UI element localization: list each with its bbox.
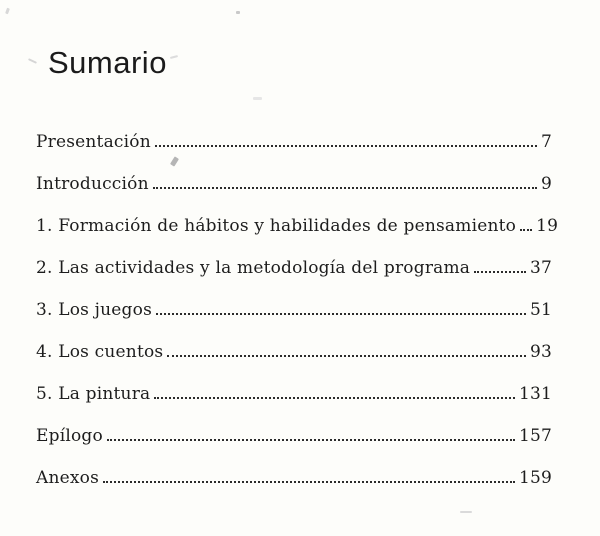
dot-leader (107, 439, 515, 441)
toc-entry (36, 382, 552, 404)
scan-artifact (170, 55, 178, 59)
toc-entry-label: Presentación (36, 132, 151, 152)
toc-entry (36, 298, 552, 320)
toc-entry-page: 19 (536, 216, 559, 236)
dot-leader (520, 229, 532, 231)
dot-leader (153, 187, 537, 189)
toc-entry-label: Introducción (36, 174, 149, 194)
toc-entry-page: 93 (529, 342, 552, 362)
page-title: Sumario (48, 44, 167, 80)
dot-leader (155, 145, 537, 147)
toc-entry-label: 4. Los cuentos (36, 342, 164, 362)
toc-entry (36, 172, 552, 194)
toc-entry (36, 424, 552, 446)
toc-entry-page: 159 (518, 468, 552, 488)
scan-artifact (460, 511, 472, 513)
scan-artifact (28, 58, 37, 64)
toc-entry (36, 466, 552, 488)
toc-entry (36, 130, 552, 152)
dot-leader (167, 355, 526, 357)
scan-artifact (236, 11, 240, 14)
scan-artifact (253, 97, 262, 100)
dot-leader (103, 481, 515, 483)
toc-list (36, 130, 559, 508)
scan-artifact (5, 8, 10, 15)
dot-leader (474, 271, 526, 273)
toc-entry-label: 5. La pintura (36, 384, 151, 404)
toc-entry-label: 2. Las actividades y la metodología del programa (36, 258, 471, 278)
toc-entry-page: 7 (540, 132, 552, 152)
toc-entry-page: 9 (540, 174, 552, 194)
toc-entry-label: 3. Los juegos (36, 300, 152, 320)
toc-entry-page: 157 (518, 426, 552, 446)
toc-entry-page: 131 (518, 384, 552, 404)
toc-entry-page: 37 (529, 258, 552, 278)
toc-entry (36, 256, 552, 278)
toc-entry-label: Epílogo (36, 426, 103, 446)
dot-leader (154, 397, 515, 399)
toc-entry (36, 214, 559, 236)
toc-entry-label: Anexos (36, 468, 100, 488)
toc-entry-label: 1. Formación de hábitos y habilidades de pensamiento (36, 216, 517, 236)
toc-entry (36, 340, 552, 362)
toc-entry-page: 51 (529, 300, 552, 320)
dot-leader (156, 313, 526, 315)
